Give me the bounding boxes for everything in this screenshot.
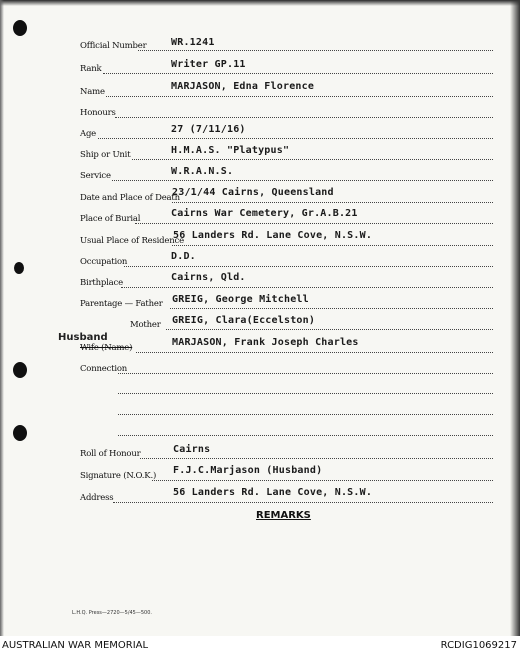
father-value: GREIG, George Mitchell	[172, 294, 309, 305]
remarks-heading: REMARKS	[256, 510, 311, 521]
husband-handwritten: Husband	[58, 332, 108, 343]
scan-edge-right	[510, 0, 520, 636]
dotted-line	[118, 373, 493, 374]
dotted-line	[170, 308, 493, 309]
printer-note: L.H.Q. Press—2720—5/45—500.	[72, 610, 152, 616]
signature-label: Signature (N.O.K.)	[80, 471, 157, 481]
signature-value: F.J.C.Marjason (Husband)	[173, 465, 323, 476]
dotted-line	[172, 245, 493, 246]
dotted-line	[138, 50, 493, 51]
dotted-line	[135, 223, 493, 224]
dotted-line	[103, 73, 493, 74]
connection-label: Connection	[80, 364, 128, 374]
age-value: 27 (7/11/16)	[171, 124, 246, 135]
dotted-line	[132, 159, 493, 160]
dotted-line	[140, 458, 493, 459]
address-value: 56 Landers Rd. Lane Cove, N.S.W.	[173, 487, 373, 498]
punch-hole-icon	[13, 20, 27, 36]
official-number-label: Official Number	[80, 41, 147, 51]
name-value: MARJASON, Edna Florence	[171, 81, 315, 92]
scan-edge-left	[0, 0, 4, 636]
occupation-value: D.D.	[171, 251, 196, 262]
residence-label: Usual Place of Residence	[80, 236, 184, 246]
ship-label: Ship or Unit	[80, 150, 131, 160]
death-label: Date and Place of Death	[80, 193, 180, 203]
footer-bar	[0, 636, 520, 654]
dotted-line	[166, 329, 493, 330]
birthplace-label: Birthplace	[80, 278, 123, 288]
punch-hole-icon	[14, 262, 24, 274]
roll-of-honour-label: Roll of Honour	[80, 449, 141, 459]
occupation-label: Occupation	[80, 257, 128, 267]
rank-value: Writer GP.11	[171, 59, 246, 70]
dotted-line	[121, 287, 493, 288]
father-label: Parentage — Father	[80, 299, 163, 309]
dotted-line	[113, 502, 493, 503]
scan-edge-top	[0, 0, 520, 6]
dotted-line	[124, 266, 493, 267]
address-label: Address	[80, 493, 114, 503]
service-value: W.R.A.N.S.	[171, 166, 234, 177]
residence-value: 56 Landers Rd. Lane Cove, N.S.W.	[173, 230, 373, 241]
dotted-line	[112, 180, 493, 181]
footer-id: RCDIG1069217	[440, 640, 517, 651]
death-value: 23/1/44 Cairns, Queensland	[172, 187, 334, 198]
service-label: Service	[80, 171, 111, 181]
dotted-line	[172, 202, 493, 203]
dotted-line	[118, 393, 493, 394]
roll-of-honour-value: Cairns	[173, 444, 211, 455]
age-label: Age	[80, 129, 97, 139]
rank-label: Rank	[80, 64, 102, 74]
birthplace-value: Cairns, Qld.	[171, 272, 246, 283]
ship-value: H.M.A.S. "Platypus"	[171, 145, 290, 156]
honours-label: Honours	[80, 108, 116, 118]
burial-value: Cairns War Cemetery, Gr.A.B.21	[171, 208, 358, 219]
dotted-line	[106, 96, 493, 97]
official-number-value: WR.1241	[171, 37, 215, 48]
burial-label: Place of Burial	[80, 214, 141, 224]
wife-value: MARJASON, Frank Joseph Charles	[172, 337, 359, 348]
dotted-line	[136, 352, 493, 353]
dotted-line	[98, 138, 493, 139]
name-label: Name	[80, 87, 105, 97]
dotted-line	[152, 480, 493, 481]
dotted-line	[115, 117, 493, 118]
dotted-line	[118, 414, 493, 415]
punch-hole-icon	[13, 425, 27, 441]
punch-hole-icon	[13, 362, 27, 378]
footer-source: AUSTRALIAN WAR MEMORIAL	[2, 640, 149, 651]
dotted-line	[118, 435, 493, 436]
mother-value: GREIG, Clara(Eccelston)	[172, 315, 316, 326]
wife-label: Wife (Name)	[80, 343, 133, 353]
mother-label: Mother	[130, 320, 161, 330]
